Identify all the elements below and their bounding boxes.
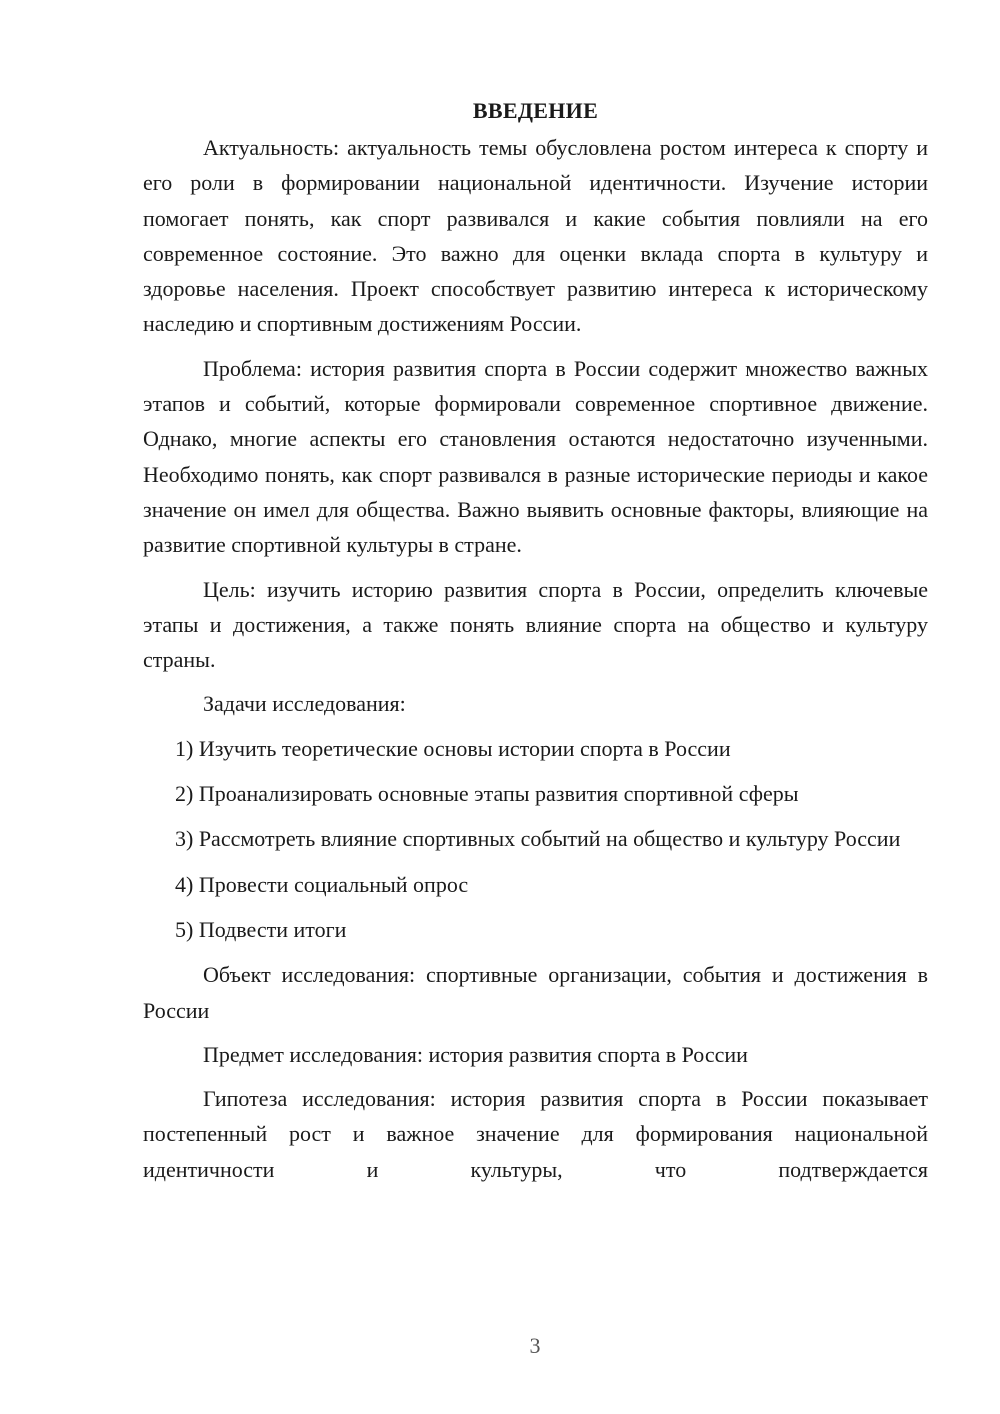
- section-heading: ВВЕДЕНИЕ: [472, 98, 599, 123]
- paragraph-object: Объект исследования: спортивные организации, события и достижения в России: [143, 962, 928, 1023]
- paragraph-problem: Проблема: история развития спорта в России содержит множество важных этапов и событий, которые формировали современное спортивное движение. Однако, многие аспекты его становления остаются недостаточно изученными. Необходимо понять, как спорт развивался в разные исторические периоды и какое значение он имел для общества. Важно выявить основные факторы, влияющие на развитие спортивной культуры в стране.: [143, 355, 928, 558]
- paragraph-subject: Предмет исследования: история развития спорта в России: [203, 1041, 748, 1067]
- task-item-5: 5) Подвести итоги: [175, 916, 347, 942]
- document-page: [143, 92, 928, 1196]
- paragraph-goal: Цель: изучить историю развития спорта в России, определить ключевые этапы и достижения, а также понять влияние спорта на общество и культуру страны.: [143, 576, 928, 673]
- tasks-title: Задачи исследования:: [203, 691, 406, 717]
- task-item-4: 4) Провести социальный опрос: [175, 871, 469, 897]
- page-number: 3: [529, 1333, 541, 1358]
- paragraph-relevance: Актуальность: актуальность темы обусловлена ростом интереса к спорту и его роли в формировании национальной идентичности. Изучение истории помогает понять, как спорт развивался и какие события повлияли на его современное состояние. Это важно для оценки вклада спорта в культуру и здоровье населения. Проект способствует развитию интереса к историческому наследию и спортивным достижениям России.: [143, 135, 928, 337]
- task-item-3: 3) Рассмотреть влияние спортивных событий на общество и культуру России: [175, 826, 901, 852]
- task-item-2: 2) Проанализировать основные этапы развития спортивной сферы: [175, 781, 799, 807]
- paragraph-hypothesis: Гипотеза исследования: история развития спорта в России показывает постепенный рост и важное значение для формирования национальной идентичности и культуры, что подтверждается: [143, 1086, 928, 1182]
- task-item-1: 1) Изучить теоретические основы истории спорта в России: [175, 735, 731, 761]
